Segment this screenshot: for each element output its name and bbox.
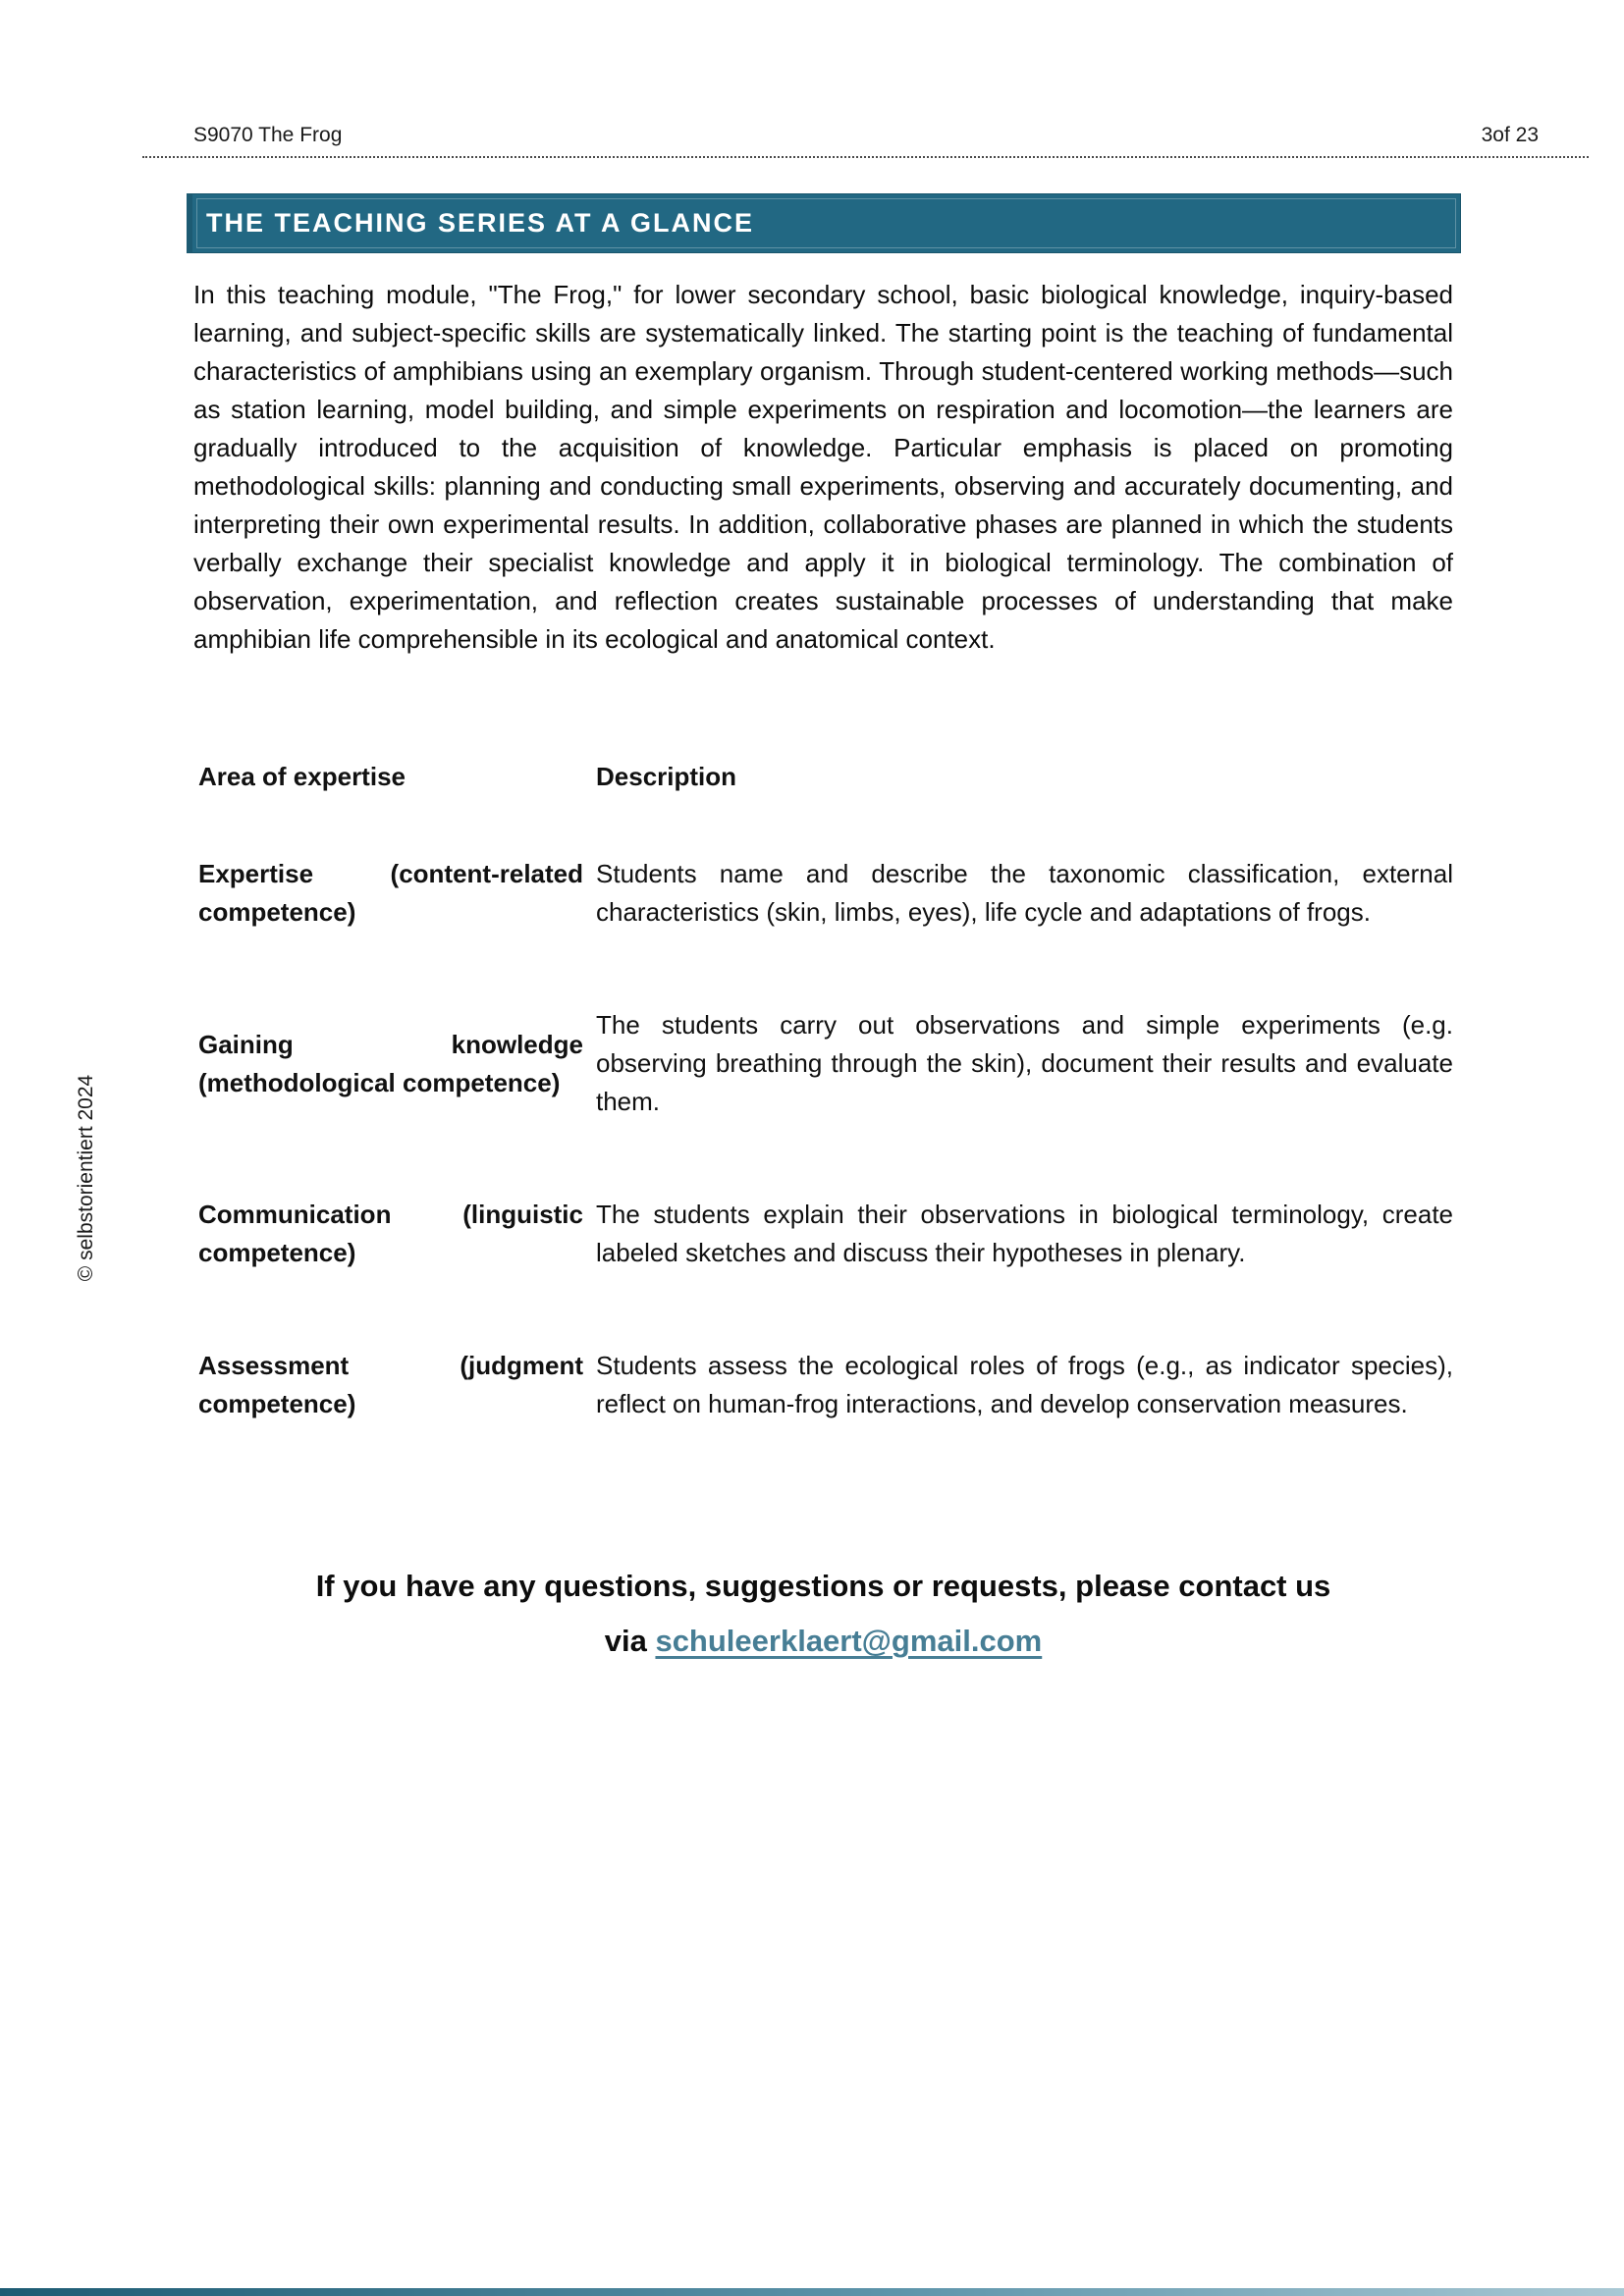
area-label: Assessment (judgment competence) xyxy=(198,1351,583,1418)
intro-paragraph: In this teaching module, "The Frog," for lower secondary school, basic biological knowledge, inquiry-based learning, and subject-specific skills are systematically linked. The starting point is the teaching of fundamental characteristics of amphibians using an exemplary organism. Through student-centered working methods—such as station learning, model building, and simple experiments on respiration and locomotion—the learners are gradually introduced to the acquisition of knowledge. Particular emphasis is placed on promoting methodological skills: planning and conducting small experiments, observing and accurately documenting, and interpreting their own experimental results. In addition, collaborative phases are planned in which the students verbally exchange their specialist knowledge and apply it in biological terminology. The combination of observation, experimentation, and reflection creates sustainable processes of understanding that make amphibian life comprehensible in its ecological and anatomical context. xyxy=(193,280,1453,654)
contact-prefix: via xyxy=(604,1624,656,1658)
section-title: THE TEACHING SERIES AT A GLANCE xyxy=(206,208,755,238)
area-description: Students name and describe the taxonomic classification, external characteristics (skin, limbs, eyes), life cycle and adaptations of frogs. xyxy=(596,859,1453,927)
area-label: Gaining knowledge (methodological competence) xyxy=(198,1029,583,1097)
bottom-accent-strip xyxy=(0,2288,1624,2296)
area-description: The students explain their observations in biological terminology, create labeled sketches and discuss their hypotheses in plenary. xyxy=(596,1200,1453,1267)
area-label: Communication (linguistic competence) xyxy=(198,1200,583,1267)
running-header xyxy=(193,124,1539,147)
contact-line1: If you have any questions, suggestions or requests, please contact us xyxy=(315,1569,1331,1603)
area-label: Expertise (content-related competence) xyxy=(198,859,583,927)
table-row xyxy=(198,1196,1453,1272)
table-row xyxy=(198,1347,1453,1423)
copyright-vertical-text: © selbstorientiert 2024 xyxy=(75,1074,97,1282)
contact-block xyxy=(193,1559,1453,1669)
section-title-banner xyxy=(187,193,1461,253)
table-row xyxy=(198,855,1453,932)
header-page-number: 3of 23 xyxy=(1481,124,1539,146)
contact-email-link[interactable]: schuleerklaert@gmail.com xyxy=(655,1624,1043,1658)
header-divider xyxy=(142,156,1589,158)
header-doc-code: S9070 The Frog xyxy=(193,124,343,146)
column-header-area: Area of expertise xyxy=(198,762,406,791)
contact-line2 xyxy=(193,1614,1453,1669)
area-description: Students assess the ecological roles of frogs (e.g., as indicator species), reflect on human-frog interactions, and develop conservation measures. xyxy=(596,1351,1453,1418)
area-description: The students carry out observations and simple experiments (e.g. observing breathing through the skin), document their results and evaluate them. xyxy=(596,1010,1453,1116)
column-header-description: Description xyxy=(596,762,737,791)
competence-table xyxy=(198,758,1453,1498)
table-row xyxy=(198,1006,1453,1121)
table-header-row xyxy=(198,758,1453,796)
